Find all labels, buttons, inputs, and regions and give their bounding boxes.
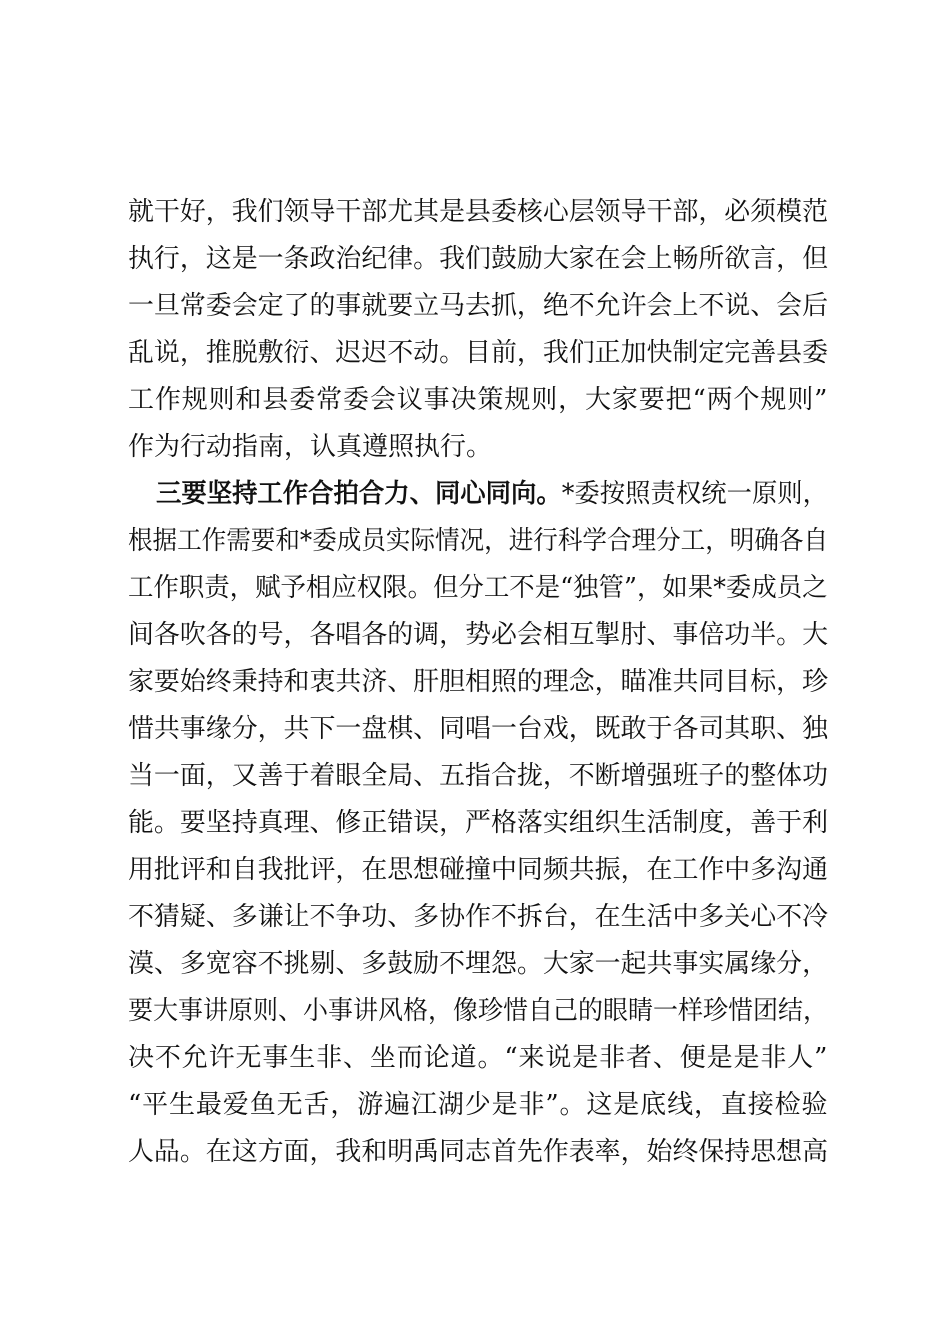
paragraph-2-line-3: 工作职责，赋予相应权限。但分工不是“独管”，如果*委成员之 (128, 573, 828, 603)
paragraph-2-line-6: 惜共事缘分，共下一盘棋、同唱一台戏，既敢于各司其职、独 (128, 714, 829, 744)
paragraph-2-line-8: 能。要坚持真理、修正错误，严格落实组织生活制度，善于利 (128, 808, 829, 838)
paragraph-2-line-14: “平生最爱鱼无舌，游遍江湖少是非”。这是底线，直接检验 (128, 1090, 829, 1120)
paragraph-2-line-10: 不猜疑、多谦让不争功、多协作不拆台，在生活中多关心不冷 (128, 902, 829, 932)
paragraph-2-line-1-rest: *委按照责权统一原则， (561, 479, 829, 509)
paragraph-2-line-11: 漠、多宽容不挑剔、多鼓励不埋怨。大家一起共事实属缘分， (128, 949, 829, 979)
paragraph-2-heading: 三要坚持工作合拍合力、同心同向。 (156, 479, 562, 509)
paragraph-2-line-7: 当一面，又善于着眼全局、五指合拢，不断增强班子的整体功 (128, 761, 829, 791)
paragraph-1-line-6: 作为行动指南，认真遵照执行。 (128, 432, 493, 462)
paragraph-2-line-13: 决不允许无事生非、坐而论道。“来说是非者、便是是非人” (128, 1043, 829, 1073)
paragraph-2-line-4: 间各吹各的号，各唱各的调，势必会相互掣肘、事倍功半。大 (128, 620, 829, 650)
paragraph-2-line-12: 要大事讲原则、小事讲风格，像珍惜自己的眼睛一样珍惜团结， (128, 996, 829, 1026)
paragraph-2-line-2: 根据工作需要和*委成员实际情况，进行科学合理分工，明确各自 (128, 526, 829, 556)
paragraph-2-line-5: 家要始终秉持和衷共济、肝胆相照的理念，瞄准共同目标，珍 (128, 667, 829, 697)
paragraph-1-line-1: 就干好，我们领导干部尤其是县委核心层领导干部，必须模范 (128, 197, 829, 227)
paragraph-1-line-4: 乱说，推脱敷衍、迟迟不动。目前，我们正加快制定完善县委 (128, 338, 829, 368)
paragraph-1-line-2: 执行，这是一条政治纪律。我们鼓励大家在会上畅所欲言，但 (128, 244, 829, 274)
paragraph-2-line-1 (156, 479, 828, 509)
paragraph-1-line-5: 工作规则和县委常委会议事决策规则，大家要把“两个规则” (128, 385, 829, 415)
paragraph-2-line-15: 人品。在这方面，我和明禹同志首先作表率，始终保持思想高 (128, 1137, 829, 1167)
paragraph-2-line-9: 用批评和自我批评，在思想碰撞中同频共振，在工作中多沟通 (128, 855, 829, 885)
paragraph-1-line-3: 一旦常委会定了的事就要立马去抓，绝不允许会上不说、会后 (128, 291, 829, 321)
